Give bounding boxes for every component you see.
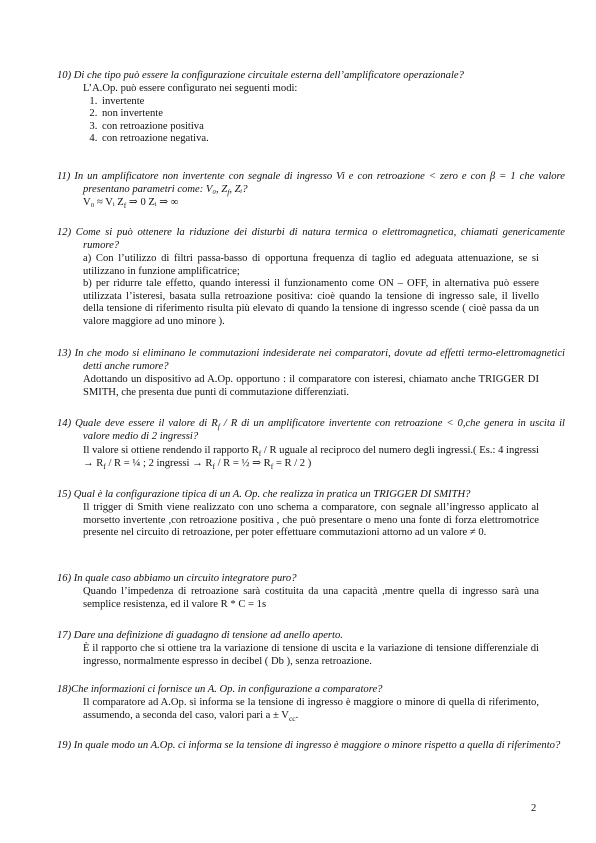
answer-12-part-b: b) per ridurre tale effetto, quando interessi il funzionamento come ON – OFF, in alternativa può essere utilizzata l’isteresi, basata sulla retroazione positiva: cioè quando la tensione di ingresso sale, il livello della tensione di riferimento risulta più elevato di quando la tensione di ingresso scende ( cioè passa da un valore maggiore ad uno minore ). <box>83 278 539 327</box>
list-item: 1. invertente <box>100 96 539 109</box>
answer-10-intro: L’A.Op. può essere configurato nei seguenti modi: <box>83 83 298 94</box>
list-item: 4. con retroazione negativa. <box>100 133 539 146</box>
answer-12-part-a: a) Con l’utilizzo di filtri passa-basso di opportuna frequenza di taglio ed adeguata attenuazione, se si utilizzano in funzione amplificatrice; <box>83 253 539 277</box>
question-13: 13) In che modo si eliminano le commutazioni indesiderate nei comparatori, dovute ad effetti termo-elettromagnetici detti anche rumore? <box>57 348 565 372</box>
answer-17 <box>83 643 539 668</box>
answer-12 <box>83 253 539 329</box>
answer-13-text: Adottando un dispositivo ad A.Op. opportuno : il comparatore con isteresi, chiamato anche TRIGGER DI SMITH, che presenta due punti di commutazione differenziati. <box>83 374 539 398</box>
answer-14 <box>83 445 539 470</box>
question-15: 15) Qual è la configurazione tipica di un A. Op. che realizza in pratica un TRIGGER DI SMITH? <box>57 489 471 500</box>
answer-15 <box>83 502 539 540</box>
question-17: 17) Dare una definizione di guadagno di tensione ad anello aperto. <box>57 630 343 641</box>
page-number: 2 <box>531 803 537 814</box>
answer-16-text: Quando l’impedenza di retroazione sarà costituita da una capacità ,mentre quella di ingresso sarà una semplice resistenza, ed il valore R * C = 1s <box>83 586 539 610</box>
question-18: 18)Che informazioni ci fornisce un A. Op. in configurazione a comparatore? <box>57 684 383 695</box>
answer-15-text: Il trigger di Smith viene realizzato con uno schema a comparatore, con segnale all’ingresso applicato al morsetto invertente ,con retroazione positiva , che può presentare o meno una fonte di forza elettromotrice presente nel circuito di retroazione, per poter effettuare commutazioni attorno ad un valore ≠ 0. <box>83 502 539 539</box>
answer-11-text: V₀ ≈ Vᵢ $Z_f$ ⇒ 0 Zᵢ ⇒ ∞ <box>83 197 179 211</box>
answer-10 <box>83 83 539 146</box>
question-14: 14) Quale deve essere il valore di $R_f$ / R di un amplificatore invertente con retroazione < 0,che genera in uscita il valore medio di 2 ingressi? <box>57 418 565 442</box>
configuration-list <box>83 96 539 146</box>
list-item: 2. non invertente <box>100 108 539 121</box>
answer-11 <box>83 197 539 210</box>
question-16: 16) In quale caso abbiamo un circuito integratore puro? <box>57 573 297 584</box>
answer-17-text: È il rapporto che si ottiene tra la variazione di tensione di uscita e la variazione di tensione differenziale di ingresso, normalmente espresso in decibel ( Db ), senza retroazione. <box>83 643 539 667</box>
question-10: 10) Di che tipo può essere la configurazione circuitale esterna dell’amplificatore operazionale? <box>57 70 464 81</box>
list-item: 3. con retroazione positiva <box>100 121 539 134</box>
question-11: 11) In un amplificatore non invertente con segnale di ingresso Vi e con retroazione < zero e con β = 1 che valore presentano parametri come: V₀, $Z_f$, Zᵢ? <box>57 171 565 197</box>
answer-16 <box>83 586 539 611</box>
answer-14-text: Il valore si ottiene rendendo il rapporto $R_f$ / R uguale al reciproco del numero degli ingressi.( Es.: 4 ingressi → $R_f$ / R = ¼ ; 2 ingressi → $R_f$ / R = ½ ⇒ $R_f = R / 2$ ) <box>83 445 539 471</box>
answer-18 <box>83 697 539 722</box>
question-12: 12) Come si può ottenere la riduzione dei disturbi di natura termica o elettromagnetica, chiamati genericamente rumore? <box>57 227 565 251</box>
answer-18-text: Il comparatore ad A.Op. si informa se la tensione di ingresso è maggiore o minore di quella di riferimento, assumendo, a seconda del caso, valori pari $a \pm V_{cc}$. <box>83 697 539 723</box>
question-19: 19) In quale modo un A.Op. ci informa se la tensione di ingresso è maggiore o minore rispetto a quella di riferimento? <box>57 740 561 751</box>
answer-13 <box>83 374 539 399</box>
